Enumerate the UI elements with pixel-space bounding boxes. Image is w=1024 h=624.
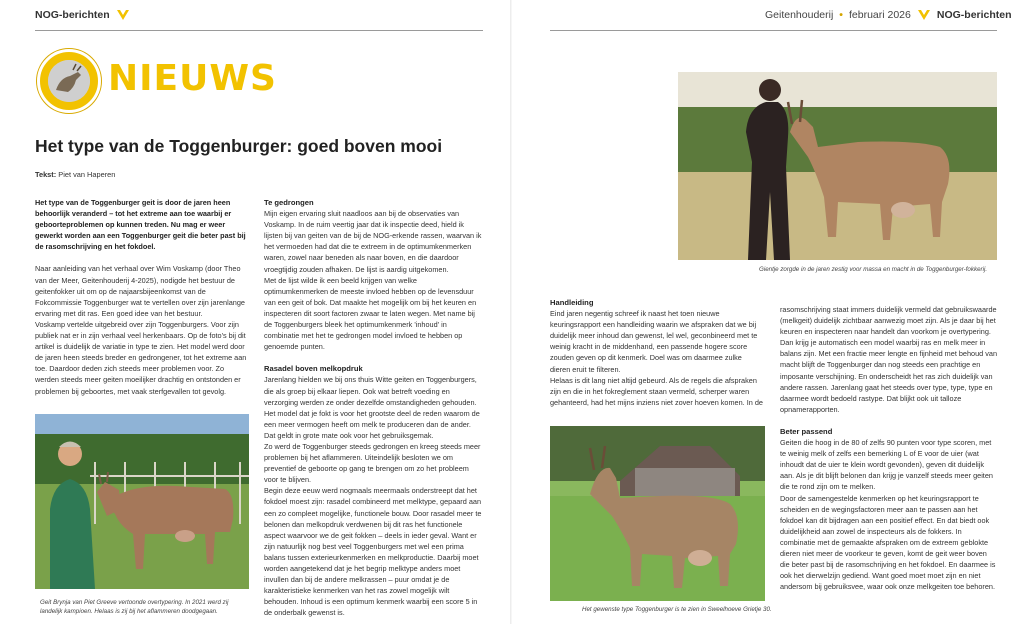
- paragraph: Eind jaren negentig schreef ik naast het toen nieuwe keuringsrapport een handleiding waarin we afspraken dat we bij duidelijk meer inhoud dan gewenst, lel wel, geconbineerd met te weinig kracht in de middenhand, een passende hogere score zouden geven op dit kenmerk. Doel was om daarmee zulke dieren eruit te filteren.: [550, 309, 758, 374]
- publication-name: Geitenhouderij: [765, 9, 834, 21]
- paragraph: Voskamp vertelde uitgebreid over zijn Toggenburgers. Voor zijn publiek nat er in zijn verhaal veel herkenbaars. Op de foto's bij dit artikel is duidelijk de variatie in type te zien. Het model werd door de jaren heen steeds breder en gedrongener, tot het extreme aan toe. Daardoor deden zich steeds meer problemen voor. Zo werden steeds meer geiten moeilijker drachtig en ontstonden er problemen bij geboortes, met vaak sterfgevallen tot gevolg.: [35, 319, 247, 396]
- subheading: Te gedrongen: [264, 198, 314, 207]
- right-column-1: [550, 297, 764, 408]
- photo-caption-gientje: Gientje zorgde in de jaren zestig voor massa en macht in de Toggenburger-fokkerij.: [759, 266, 988, 273]
- left-running-head: [35, 9, 130, 21]
- article-lead: Het type van de Toggenburger geit is door de jaren heen behoorlijk veranderd – tot het extreme aan toe waarbij er geboorteproblemen op kunnen treden. Nu mag er weer gewerkt worden aan een Toggenburger geit die beter past bij de rasomschrijving en het fokdoel.: [35, 198, 246, 252]
- byline: [35, 170, 115, 179]
- paragraph: Met de lijst wilde ik een beeld krijgen van welke optimumkenmerken de meeste invloed hebben op de levensduur van een geit of bok. Dat maakte het mogelijk om bij het keuren en inspecteren dit soort factoren zwaar te laten wegen. Met name bij de Toggenburgers bleek het optimumkenmerk 'inhoud' in combinatie met het te gedrongen model invloed te hebben op genoemde punten.: [264, 275, 477, 352]
- photo-gientje: [678, 72, 997, 260]
- paragraph: Mijn eigen ervaring sluit naadloos aan bij de observaties van Voskamp. In de ruim veertig jaar dat ik inspectie deed, hield ik lijsten bij van geiten van de bij de NOG-erkende rassen, waarvan ik het vermoeden had dat die te extreem in de optimumkenmerken waren, zowel naar beneden als naar boven, en die daardoor vroegtijdig zouden afhaken. De lijst is aardig uitgekomen.: [264, 209, 482, 274]
- byline-author: Piet van Haperen: [58, 170, 116, 179]
- paragraph: rasomschrijving staat immers duidelijk vermeld dat gebruikswaarde (melkgeit) duidelijk zichtbaar aanwezig moet zijn. Als je daar bij het keuren en inspecteren naar handelt dan voorkom je overtypering. Dan krijg je automatisch een model waarbij ras en melk meer in balans zijn. Met een fractie meer lengte en fijnheid met behoud van macht blijft de Toggenburger dan nog steeds een prachtige en imposante verschijning. En onderscheidt het ras zich duidelijk van andere rassen. Jarenlang gaat het steeds over type, type, type en daarmee wordt bedoeld rastype. Dat blijkt ook uit talloze opnamerapporten.: [780, 305, 998, 414]
- photo-caption-grietje: Het gewenste type Toggenburger is te zien in Sweelhoeve Grietje 30.: [582, 606, 772, 613]
- photo-caption-brynja: Geit Brynja van Piet Greeve vertoonde overtypering. In 2021 werd zij landelijk kampioen. Helaas is zij bij het aflammeren doodgegaan.: [40, 599, 229, 615]
- issue-date: februari 2026: [848, 9, 911, 21]
- right-header-rule: [550, 30, 997, 31]
- paragraph: Jarenlang hielden we bij ons thuis Witte geiten en Toggenburgers, die als groep bij elkaar liepen. Ook wat betreft voeding en verzorging werden ze onder dezelfde omstandigheden gehouden. Het model dat je fokt is voor het grootste deel de reden waarom de een meer vermogen heeft om melk te produceren dan de ander. Dat geldt in grote mate ook voor het gebruiksgemak.: [264, 375, 480, 440]
- photo-brynja: [35, 414, 249, 589]
- right-page: [512, 0, 1024, 624]
- running-head-section: NOG-berichten: [35, 9, 110, 21]
- nog-logo-icon: [917, 9, 931, 21]
- article-title: Het type van de Toggenburger: goed boven mooi: [35, 136, 443, 156]
- paragraph: Begin deze eeuw werd nogmaals meermaals onderstreept dat het fokdoel moest zijn: rasadel combineerd met melktype, gepaard aan een zo compleet mogelijke, functionele bouw. Door rasadel meer te belonen dan melkopdruk verdwenen bij dit ras het functionele aspect waarvoor we de geit fokken – deels in ieder geval. Want er zijn natuurlijk nog best veel Toggenburgers met wel een prima balans tussen exterieurkenmerken en melkproductie. Daarbij moet worden aangetekend dat je het begrip melktype anders moet invullen dan bij de andere melkrassen – puur omdat je de karakteristieke kenmerken van het ras zowel mogelijk wilt behouden. Inhoud is een optimum kenmerk waarbij een score 5 in de onderbalk gewenst is.: [264, 486, 482, 618]
- running-head-section: NOG-berichten: [936, 9, 1012, 21]
- right-column-2: [780, 304, 998, 592]
- nieuws-badge-icon: [37, 49, 101, 113]
- paragraph: Helaas is dit lang niet altijd gebeurd. Als de regels die afspraken zijn en die in het fokreglement staan vermeld, scherper waren gehanteerd, had het mijns inziens niet zover hoeven komen. In de: [550, 375, 763, 407]
- paragraph: Geiten die hoog in de 80 of zelfs 90 punten voor type scoren, met te weinig melk of zelfs een bemerking L of E voor de uier (wat inhoudt dat de uier te klein wordt gevonden), geven dit duidelijk aan. Als je dit blijft belonen dan krijg je vanzelf steeds meer geiten die te rond zijn om te melken.: [780, 438, 993, 492]
- left-column-1: [35, 197, 249, 397]
- byline-label: Tekst:: [35, 170, 57, 179]
- photo-grietje: [550, 426, 765, 601]
- paragraph: Door de samengestelde kenmerken op het keuringsrapport te scheiden en de wegingsfactoren meer aan te passen aan het fokdoel kan dit bijdragen aan een positief effect. En dat biedt ook duidelijkheid aan zowel de inspecteurs als de fokkers. In combinatie met de gemaakte afspraken om de extreem geblokte dieren niet meer de voorkeur te geven, komt de geit weer boven die beter past bij de rasomschrijving en het fokdoel. En daarmee is ook het dierwelzijn gediend. Want goed moet moet zijn en niet andersom bij gebruiksvee, waar ook onze melkgeiten toe behoren.: [780, 493, 996, 592]
- left-header-rule: [35, 30, 483, 31]
- separator-dot-icon: •: [839, 9, 843, 21]
- paragraph: Zo werd de Toggenburger steeds gedrongen en kreeg steeds meer problemen bij het aflammeren. Uiteindelijk besloten we om preventief de geboorte op gang te brengen om zo het probleem voor te blijven.: [264, 441, 481, 485]
- subheading: Beter passend: [780, 426, 833, 436]
- left-column-2: [264, 197, 482, 618]
- paragraph: Naar aanleiding van het verhaal over Wim Voskamp (door Theo van der Meer, Geitenhouderij 4-2025), nodigde het bestuur de geitenfokker uit om op de najaarsbijeenkomst van de Fokcommissie Toggenburger wat te vertellen over zijn jarenlange ervaring met dit ras. Een goed idee van het bestuur.: [35, 264, 245, 318]
- subheading: Handleiding: [550, 298, 594, 307]
- subheading: Rasadel boven melkopdruk: [264, 364, 363, 374]
- nog-logo-icon: [116, 9, 130, 21]
- right-running-head: [765, 9, 1012, 21]
- section-title: NIEUWS: [108, 58, 277, 99]
